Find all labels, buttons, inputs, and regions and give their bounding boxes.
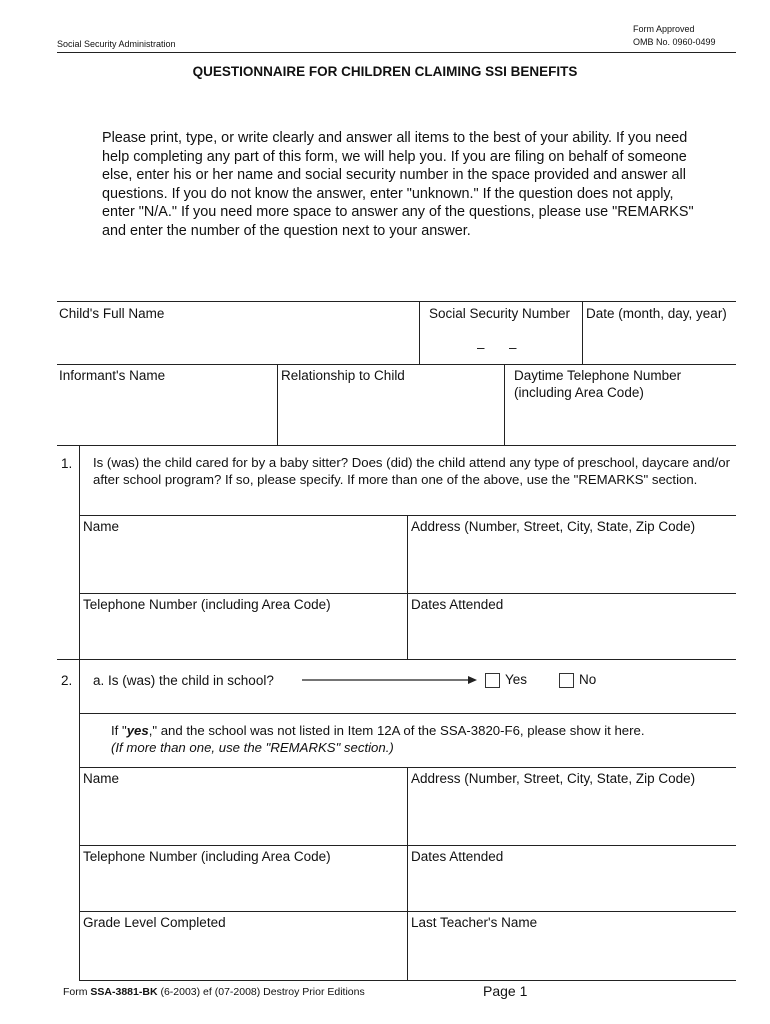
q2-number: 2. [61, 673, 73, 688]
q2-name-field[interactable] [81, 789, 405, 843]
q2-dates-field[interactable] [409, 867, 734, 909]
q1-dates-label: Dates Attended [411, 597, 504, 612]
header-rule [57, 52, 736, 53]
q2-teacher-field[interactable] [409, 933, 734, 978]
q2-address-label: Address (Number, Street, City, State, Zip Code) [411, 771, 696, 786]
relationship-label: Relationship to Child [281, 368, 405, 383]
q1-address-field[interactable] [409, 537, 734, 591]
child-name-label: Child's Full Name [59, 306, 165, 321]
form-title: QUESTIONNAIRE FOR CHILDREN CLAIMING SSI BENEFITS [192, 64, 578, 79]
q1-phone-label: Telephone Number (including Area Code) [83, 597, 331, 612]
form-id: Form SSA-3881-BK (6-2003) ef (07-2008) Destroy Prior Editions [63, 986, 365, 998]
no-label: No [579, 672, 597, 687]
child-name-field[interactable] [58, 322, 416, 362]
daytime-phone-field[interactable] [506, 404, 734, 443]
no-checkbox[interactable] [559, 673, 574, 688]
q2-phone-field[interactable] [81, 867, 405, 909]
q2-note: If "yes," and the school was not listed in Item 12A of the SSA-3820-F6, please show it here. [111, 723, 645, 738]
instructions: Please print, type, or write clearly and answer all items to the best of your ability. If you need help completing any part of this form, we will help you. If you are filing on behalf of someone else, enter his or her name and social security number in the space provided and answer all questions. If you do not know the answer, enter "unknown." If the question does not apply, enter "N/A." If you need more space to answer any of the questions, please use "REMARKS" and enter the number of the question next to your answer. [102, 130, 694, 239]
q2-teacher-label: Last Teacher's Name [411, 915, 538, 930]
q2-note-italic: (If more than one, use the "REMARKS" section.) [111, 740, 394, 755]
q1-dates-field[interactable] [409, 615, 734, 657]
q1-number: 1. [61, 456, 73, 471]
q1-name-label: Name [83, 519, 120, 534]
daytime-phone-label: Daytime Telephone Number (including Area Code) [514, 368, 682, 400]
relationship-field[interactable] [279, 386, 502, 443]
form-approved: Form Approved [633, 24, 695, 34]
q2-dates-label: Dates Attended [411, 849, 504, 864]
q2-name-label: Name [83, 771, 120, 786]
date-label: Date (month, day, year) [586, 306, 727, 321]
agency-name: Social Security Administration [57, 39, 176, 49]
q1-text: Is (was) the child cared for by a baby sitter? Does (did) the child attend any type of preschool, daycare and/or after school program? If so, please specify. If more than one of the above, use the "REMARKS" section. [93, 455, 730, 487]
page-number: Page 1 [483, 983, 528, 999]
child-info-top-rule [57, 301, 736, 302]
yes-label: Yes [505, 672, 528, 687]
q2-grade-field[interactable] [81, 933, 405, 978]
ssn-field[interactable] [421, 322, 581, 362]
q2-address-field[interactable] [409, 789, 734, 843]
informant-name-label: Informant's Name [59, 368, 166, 383]
omb-number: OMB No. 0960-0499 [633, 37, 716, 47]
yes-checkbox[interactable] [485, 673, 500, 688]
date-field[interactable] [584, 322, 734, 362]
arrow-icon [300, 673, 480, 687]
informant-name-field[interactable] [58, 386, 275, 443]
q1-address-label: Address (Number, Street, City, State, Zip Code) [411, 519, 696, 534]
q1-phone-field[interactable] [81, 615, 405, 657]
q2-phone-label: Telephone Number (including Area Code) [83, 849, 331, 864]
q2-grade-label: Grade Level Completed [83, 915, 226, 930]
ssn-label: Social Security Number [429, 306, 571, 321]
q1-name-field[interactable] [81, 537, 405, 591]
ssn-dash-1: – [477, 340, 485, 355]
q2-question: a. Is (was) the child in school? [93, 673, 274, 688]
ssn-dash-2: – [509, 340, 517, 355]
